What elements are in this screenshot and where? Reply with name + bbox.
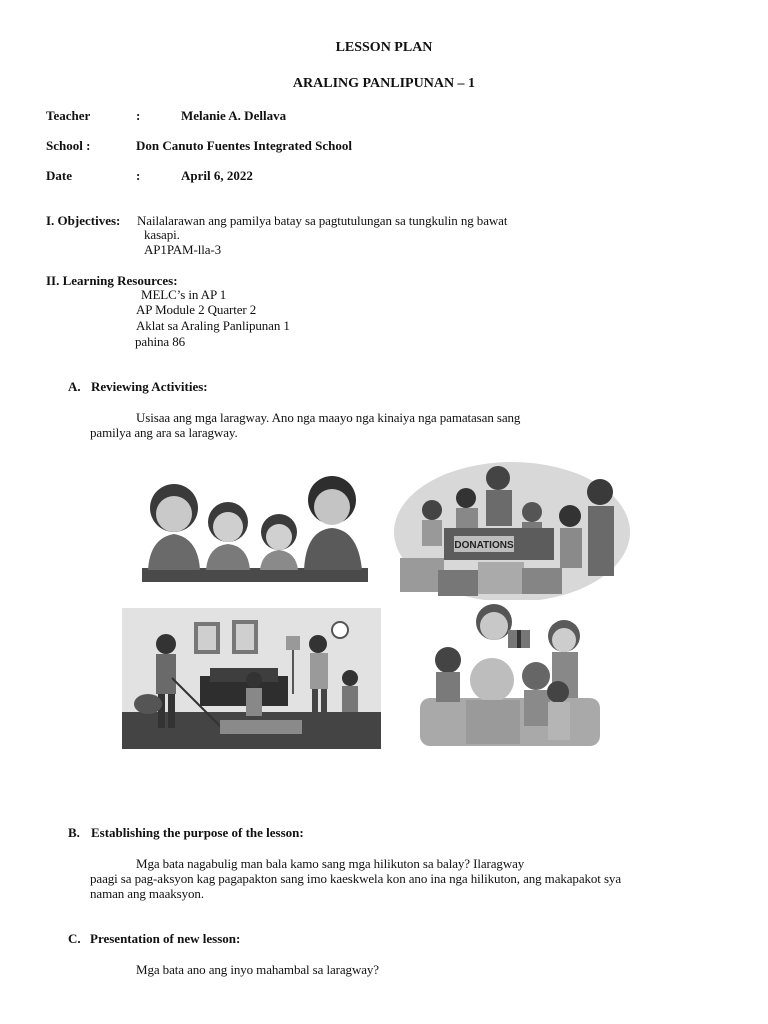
section-b-label: B. <box>68 825 80 840</box>
household-chores-image <box>122 608 381 749</box>
teacher-label: Teacher <box>46 108 91 123</box>
resource-item-3: Aklat sa Araling Panlipunan 1 <box>136 318 290 333</box>
resources-label: II. Learning Resources: <box>46 273 178 288</box>
section-a-label: A. <box>68 379 81 394</box>
section-b-line-3: naman ang maaksyon. <box>90 886 204 901</box>
section-b-line-2: paagi sa pag-aksyon kag pagapakton sang imo kaeskwela kon ano ina nga hilikuton, ang makapakot sya <box>90 871 621 886</box>
date-separator: : <box>136 168 141 183</box>
section-b-line-1: Mga bata nagabulig man bala kamo sang mga hilikuton sa balay? Ilaragway <box>136 856 525 871</box>
family-hug-image <box>404 600 614 752</box>
school-label: School : <box>46 138 91 153</box>
teacher-value: Melanie A. Dellava <box>181 108 287 123</box>
objectives-code: AP1PAM-lla-3 <box>144 242 222 257</box>
section-a-line-1: Usisaa ang mga laragway. Ano nga maayo nga kinaiya nga pamatasan sang <box>136 410 521 425</box>
section-c-line-1: Mga bata ano ang inyo mahambal sa laragway? <box>136 962 379 977</box>
resource-item-1: MELC’s in AP 1 <box>141 287 227 302</box>
section-b-title: Establishing the purpose of the lesson: <box>91 825 304 840</box>
objectives-line-2: kasapi. <box>144 227 180 242</box>
document-title: LESSON PLAN <box>335 40 433 55</box>
subject-title: ARALING PANLIPUNAN – 1 <box>292 76 476 91</box>
objectives-label: I. Objectives: <box>46 213 121 228</box>
section-c-label: C. <box>68 931 81 946</box>
donations-sign-text: DONATIONS <box>454 540 514 551</box>
resource-item-2: AP Module 2 Quarter 2 <box>136 302 257 317</box>
school-value: Don Canuto Fuentes Integrated School <box>136 138 352 153</box>
date-value: April 6, 2022 <box>181 168 253 183</box>
resource-item-4: pahina 86 <box>135 334 186 349</box>
teacher-separator: : <box>136 108 141 123</box>
family-praying-image <box>136 470 374 588</box>
objectives-line-1: Nailalarawan ang pamilya batay sa pagtutulungan sa tungkulin ng bawat <box>137 213 508 228</box>
section-c-title: Presentation of new lesson: <box>90 931 241 946</box>
donations-image <box>394 458 630 602</box>
section-a-line-2: pamilya ang ara sa laragway. <box>90 425 238 440</box>
date-label: Date <box>46 168 72 183</box>
section-a-title: Reviewing Activities: <box>91 379 208 394</box>
